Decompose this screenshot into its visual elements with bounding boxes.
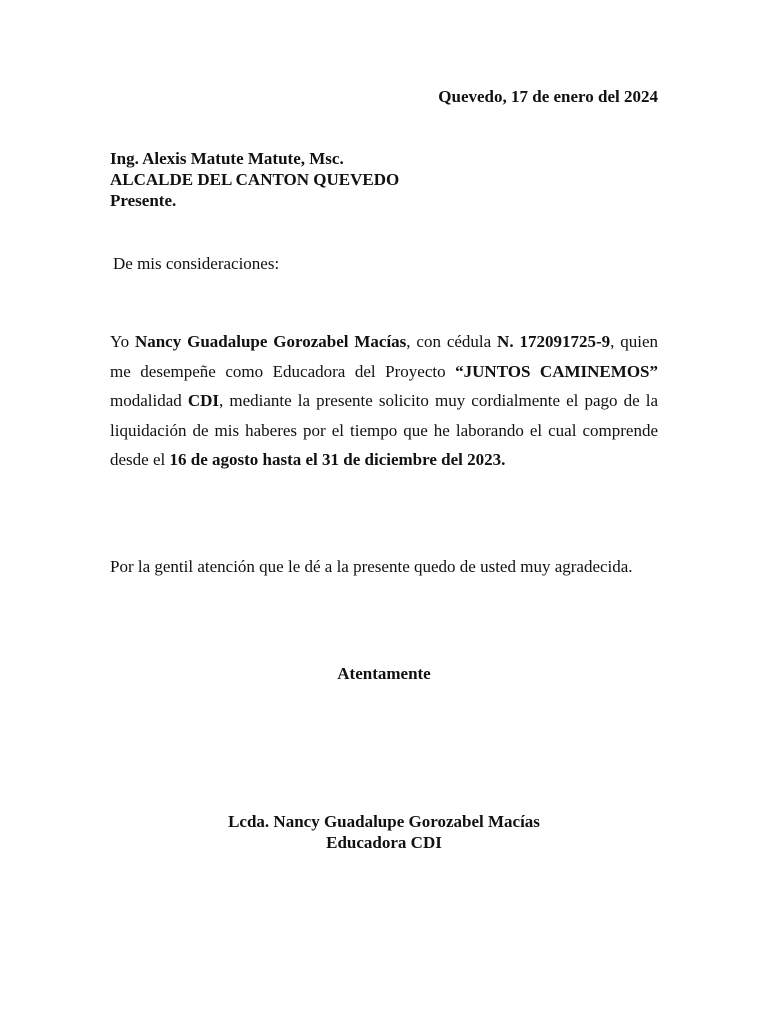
closing: Atentamente <box>337 664 431 683</box>
body-paragraph-2: Por la gentil atención que le dé a la presente quedo de usted muy agradecida. <box>110 557 633 576</box>
date-line: Quevedo, 17 de enero del 2024 <box>438 87 658 106</box>
p1-text-5: , mediante la presente solicito muy cordialmente el pago de la liquidación de mis haberes por el tiempo que he laborando el cual comprende desde el <box>110 391 658 469</box>
signature-role: Educadora CDI <box>326 833 442 852</box>
p1-project: “JUNTOS CAMINEMOS” <box>455 361 658 381</box>
p1-text-1: Yo <box>110 332 135 351</box>
greeting: De mis consideraciones: <box>113 254 280 273</box>
signature-name: Lcda. Nancy Guadalupe Gorozabel Macías <box>228 812 540 831</box>
p1-modality: CDI <box>187 391 220 410</box>
recipient-block <box>110 148 399 211</box>
p1-cedula: N. 172091725-9 <box>497 332 611 351</box>
p1-period: 16 de agosto hasta el 31 de diciembre del 2023. <box>169 450 506 469</box>
body-paragraph-1 <box>110 327 658 475</box>
recipient-presente: Presente. <box>110 191 177 210</box>
recipient-name: Ing. Alexis Matute Matute, Msc. <box>110 149 344 168</box>
p1-text-2: , con cédula <box>406 332 498 351</box>
p1-text-3: , quien me desempeñe como Educadora del Proyecto <box>110 332 658 381</box>
p1-applicant-name: Nancy Guadalupe Gorozabel Macías <box>134 332 407 351</box>
p1-text-4: modalidad <box>110 391 188 410</box>
recipient-title: ALCALDE DEL CANTON QUEVEDO <box>110 170 400 189</box>
signature-block <box>110 811 658 853</box>
